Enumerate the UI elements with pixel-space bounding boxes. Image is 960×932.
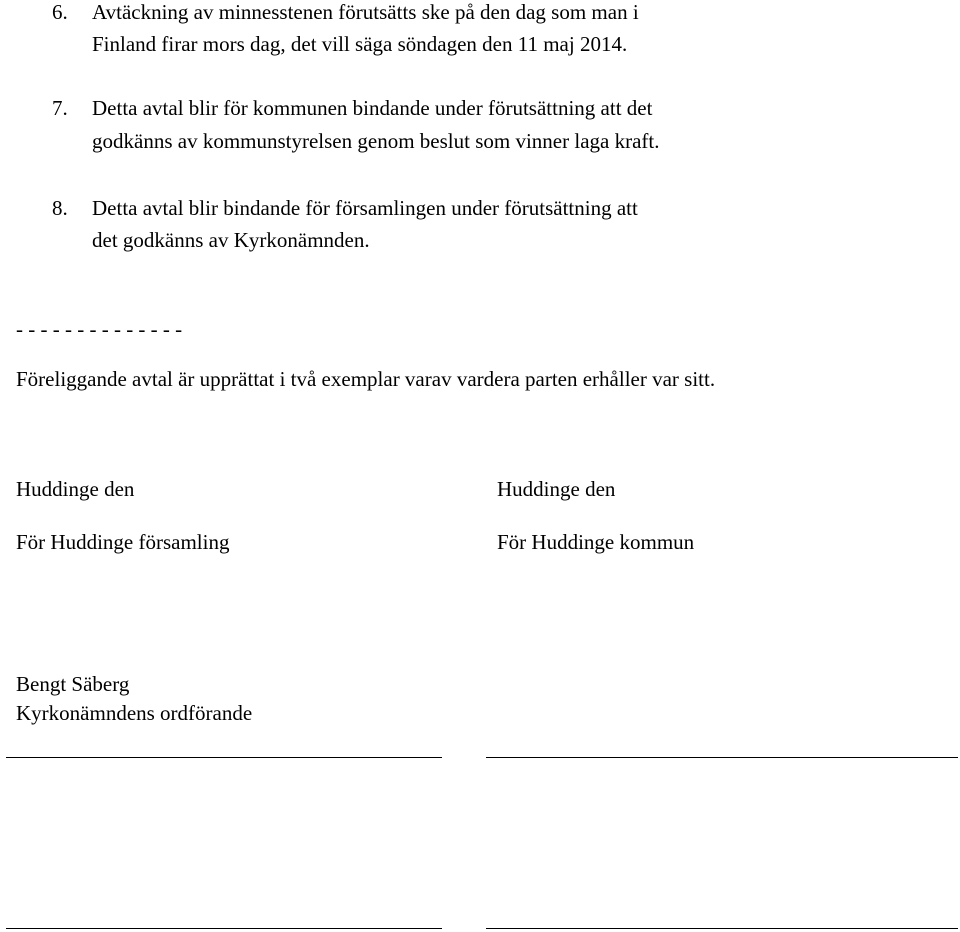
clause-line: det godkänns av Kyrkonämnden.	[92, 228, 370, 252]
clause-number: 8.	[52, 196, 68, 220]
closing-statement: Föreliggande avtal är upprättat i två exemplar varav vardera parten erhåller var sitt.	[16, 367, 716, 391]
signer-title: Kyrkonämndens ordförande	[16, 701, 253, 725]
clause-line: Avtäckning av minnesstenen förutsätts ske på den dag som man i	[92, 0, 639, 24]
signer-name: Bengt Säberg	[16, 672, 130, 696]
party-label: För Huddinge församling	[16, 530, 230, 554]
signature-line	[486, 757, 958, 758]
party-label: För Huddinge kommun	[497, 530, 695, 554]
clause-number: 7.	[52, 96, 68, 120]
clause-line: Finland firar mors dag, det vill säga söndagen den 11 maj 2014.	[92, 32, 628, 56]
dash-separator: - - - - - - - - - - - - - -	[16, 317, 183, 341]
signature-line	[6, 928, 442, 929]
place-date-label: Huddinge den	[16, 477, 135, 501]
clause-number: 6.	[52, 0, 68, 24]
clause-line: Detta avtal blir för kommunen bindande under förutsättning att det	[92, 96, 653, 120]
signature-line	[6, 757, 442, 758]
clause-line: Detta avtal blir bindande för församlingen under förutsättning att	[92, 196, 638, 220]
signature-line	[486, 928, 958, 929]
place-date-label: Huddinge den	[497, 477, 616, 501]
clause-line: godkänns av kommunstyrelsen genom beslut som vinner laga kraft.	[92, 129, 660, 153]
